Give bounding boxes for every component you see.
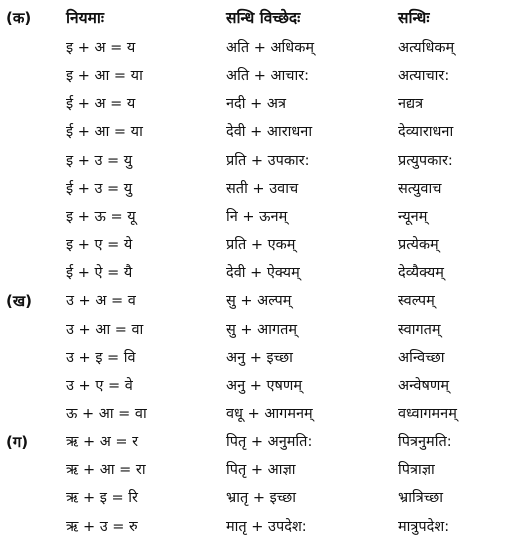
rule-cell: इ + अ = य (66, 40, 136, 56)
table-row (0, 513, 511, 541)
sandhi-cell: भ्रात्रिच्छा (398, 490, 443, 507)
rule-cell: उ + ए = वे (66, 377, 133, 394)
sandhi-cell: स्वल्पम् (398, 293, 435, 310)
sandhi-vichhed-cell: प्रति + उपकार: (226, 152, 310, 169)
sandhi-cell: नद्यत्र (398, 96, 424, 113)
rule-cell: ई + उ = यु (66, 180, 133, 197)
sandhi-vichhed-cell: अति + आचार: (226, 68, 310, 85)
table-row (0, 118, 511, 146)
sandhi-cell: देव्यैक्यम् (398, 265, 444, 282)
group-label-ka: (क) (6, 9, 32, 27)
table-row (0, 287, 511, 315)
sandhi-vichhed-cell: नि + ऊनम् (226, 208, 288, 225)
sandhi-cell: वध्वागमनम् (398, 405, 457, 422)
header-sandhi-vichhed: सन्धि विच्छेदः (226, 9, 301, 27)
table-row (0, 344, 511, 372)
sandhi-cell: अन्विच्छा (398, 349, 445, 366)
rule-cell: इ + ए = ये (66, 237, 133, 254)
sandhi-cell: सत्युवाच (398, 180, 442, 197)
header-rules: नियमाः (66, 9, 105, 27)
sandhi-cell: अन्वेषणम् (398, 377, 450, 394)
rule-cell: ई + अ = य (66, 96, 136, 113)
sandhi-cell: अत्यधिकम् (398, 40, 455, 56)
sandhi-cell: पित्रनुमति: (398, 434, 452, 451)
rule-cell: ऋ + आ = रा (66, 462, 146, 479)
sandhi-cell: मात्रुपदेश: (398, 518, 450, 535)
rule-cell: ऊ + आ = वा (66, 405, 147, 422)
header-sandhi: सन्धिः (398, 9, 430, 27)
sandhi-vichhed-cell: सु + अल्पम् (226, 293, 292, 310)
group-label: (ग) (6, 433, 29, 452)
rule-cell: उ + इ = वि (66, 349, 136, 366)
rule-cell: ऋ + अ = र (66, 434, 139, 451)
sandhi-cell: पित्राज्ञा (398, 462, 435, 479)
table-row (0, 203, 511, 231)
table-row (0, 400, 511, 428)
sandhi-vichhed-cell: सु + आगतम् (226, 321, 298, 338)
sandhi-vichhed-cell: देवी + ऐक्यम् (226, 265, 300, 282)
rule-cell: इ + ऊ = यू (66, 208, 136, 225)
sandhi-cell: देव्याराधना (398, 124, 454, 141)
sandhi-cell: न्यूनम् (398, 208, 428, 225)
table-row (0, 62, 511, 90)
sandhi-cell: अत्याचार: (398, 68, 450, 85)
table-row (0, 34, 511, 62)
table-row (0, 372, 511, 400)
rule-cell: उ + आ = वा (66, 321, 144, 338)
rule-cell: इ + आ = या (66, 68, 143, 85)
rule-cell: ऋ + इ = रि (66, 490, 138, 507)
sandhi-vichhed-cell: पितृ + अनुमति: (226, 434, 313, 451)
table-row (0, 484, 511, 512)
sandhi-cell: प्रत्येकम् (398, 237, 439, 254)
sandhi-cell: स्वागतम् (398, 321, 441, 338)
table-row (0, 231, 511, 259)
table-row (0, 428, 511, 456)
sandhi-cell: प्रत्युपकार: (398, 152, 453, 169)
sandhi-vichhed-cell: वधू + आगमनम् (226, 405, 313, 422)
rule-cell: इ + उ = यु (66, 152, 133, 169)
table-row (0, 456, 511, 484)
sandhi-vichhed-cell: मातृ + उपदेश: (226, 518, 307, 535)
sandhi-vichhed-cell: अनु + इच्छा (226, 349, 293, 366)
sandhi-vichhed-cell: अति + अधिकम् (226, 40, 315, 56)
rule-cell: उ + अ = व (66, 293, 136, 310)
table-header (0, 4, 511, 32)
table-row (0, 316, 511, 344)
table-row (0, 259, 511, 287)
sandhi-vichhed-cell: नदी + अत्र (226, 96, 286, 113)
rule-cell: ई + ऐ = यै (66, 265, 133, 282)
sandhi-vichhed-cell: पितृ + आज्ञा (226, 462, 296, 479)
rule-cell: ई + आ = या (66, 124, 143, 141)
sandhi-vichhed-cell: सती + उवाच (226, 180, 299, 197)
sandhi-vichhed-cell: देवी + आराधना (226, 124, 313, 141)
sandhi-vichhed-cell: प्रति + एकम् (226, 237, 296, 254)
group-label: (ख) (6, 292, 32, 311)
table-row (0, 175, 511, 203)
sandhi-vichhed-cell: भ्रातृ + इच्छा (226, 490, 296, 507)
table-row (0, 147, 511, 175)
table-row (0, 90, 511, 118)
sandhi-vichhed-cell: अनु + एषणम् (226, 377, 303, 394)
rule-cell: ऋ + उ = रु (66, 518, 138, 535)
